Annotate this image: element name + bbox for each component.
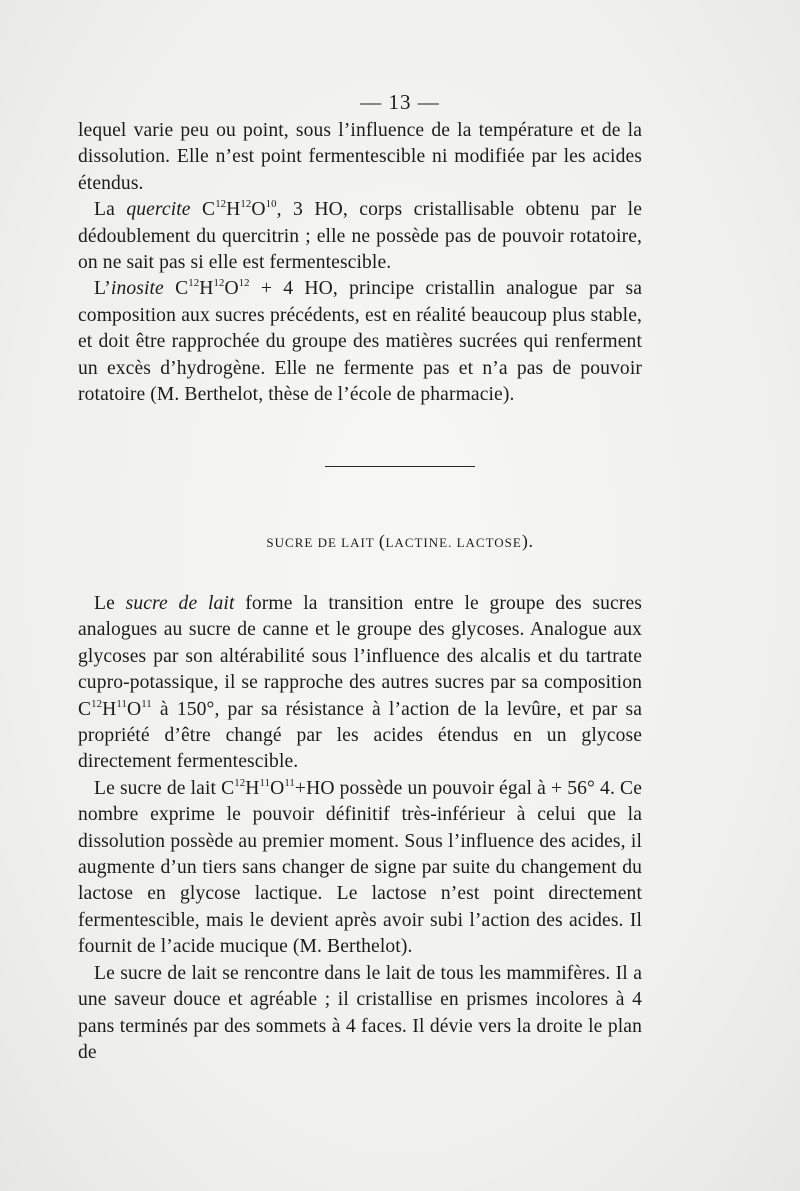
paragraph-pouvoir-rotatoire: Le sucre de lait $C^{12}H^{11}O^{11}+HO$ possède un pouvoir égal à + 56° 4. Ce nombre exprime le pouvoir définitif très-inférieur à celui que la dissolution possède au premier moment. Sous l’influence des acides, il augmente d’un tiers sans changer de signe par suite du changement du lactose en glycose lactique. Le lactose n’est point directement fermentescible, mais le devient après avoir subi l’action des acides. Il fournit de l’acide mucique (M. Berthelot). bbox=[78, 776, 642, 958]
paragraph-sucre-de-lait-intro: Le sucre de lait forme la transition entre le groupe des sucres analogues au sucre de canne et le groupe des glycoses. Analogue aux glycoses par son altérabilité sous l’influence des alcalis et du tartrate cupro-potassique, il se rapproche des autres sucres par sa composition $C^{12}H^{11}O^{11}$ à 150°, par sa résistance à l’action de la levûre, et par sa propriété d’être changé par les acides étendus en un glycose directement fermentescible. bbox=[78, 593, 642, 773]
paragraph-quercite: La quercite $C^{12}H^{12}O^{10}$, 3 HO, corps cristallisable obtenu par le dédoublement du quercitrin ; elle ne possède pas de pouvoir rotatoire, on ne sait pas si elle est fermentescible. bbox=[78, 198, 642, 274]
text-block-bottom bbox=[78, 591, 642, 1066]
paragraph-inosite: L’inosite $C^{12}H^{12}O^{12} + 4$ HO, principe cristallin analogue par sa composition aux sucres précédents, est en réalité beaucoup plus stable, et doit être rapprochée du groupe des matières sucrées qui renferment un excès d’hydrogène. Elle ne fermente pas et n’a pas de pouvoir rotatoire (M. Berthelot, thèse de l’école de pharmacie). bbox=[78, 277, 642, 406]
term-sucre-de-lait: sucre de lait bbox=[125, 593, 235, 614]
paragraph-continuation: lequel varie peu ou point, sous l’influence de la température et de la dissolution. Elle n’est point fermentescible ni modifiée par les acides étendus. bbox=[78, 120, 642, 194]
section-heading: SUCRE DE LAIT (LACTINE. LACTOSE). bbox=[266, 531, 534, 551]
text-block-top bbox=[78, 118, 642, 408]
section-divider bbox=[325, 466, 475, 467]
term-inosite: inosite bbox=[110, 278, 164, 300]
page-number: — 13 — bbox=[360, 90, 440, 114]
term-quercite: quercite bbox=[126, 199, 191, 221]
paragraph-mammiferes: Le sucre de lait se rencontre dans le lait de tous les mammifères. Il a une saveur douce et agréable ; il cristallise en prismes incolores à 4 pans terminés par des sommets à 4 faces. Il dévie vers la droite le plan de bbox=[78, 962, 642, 1063]
